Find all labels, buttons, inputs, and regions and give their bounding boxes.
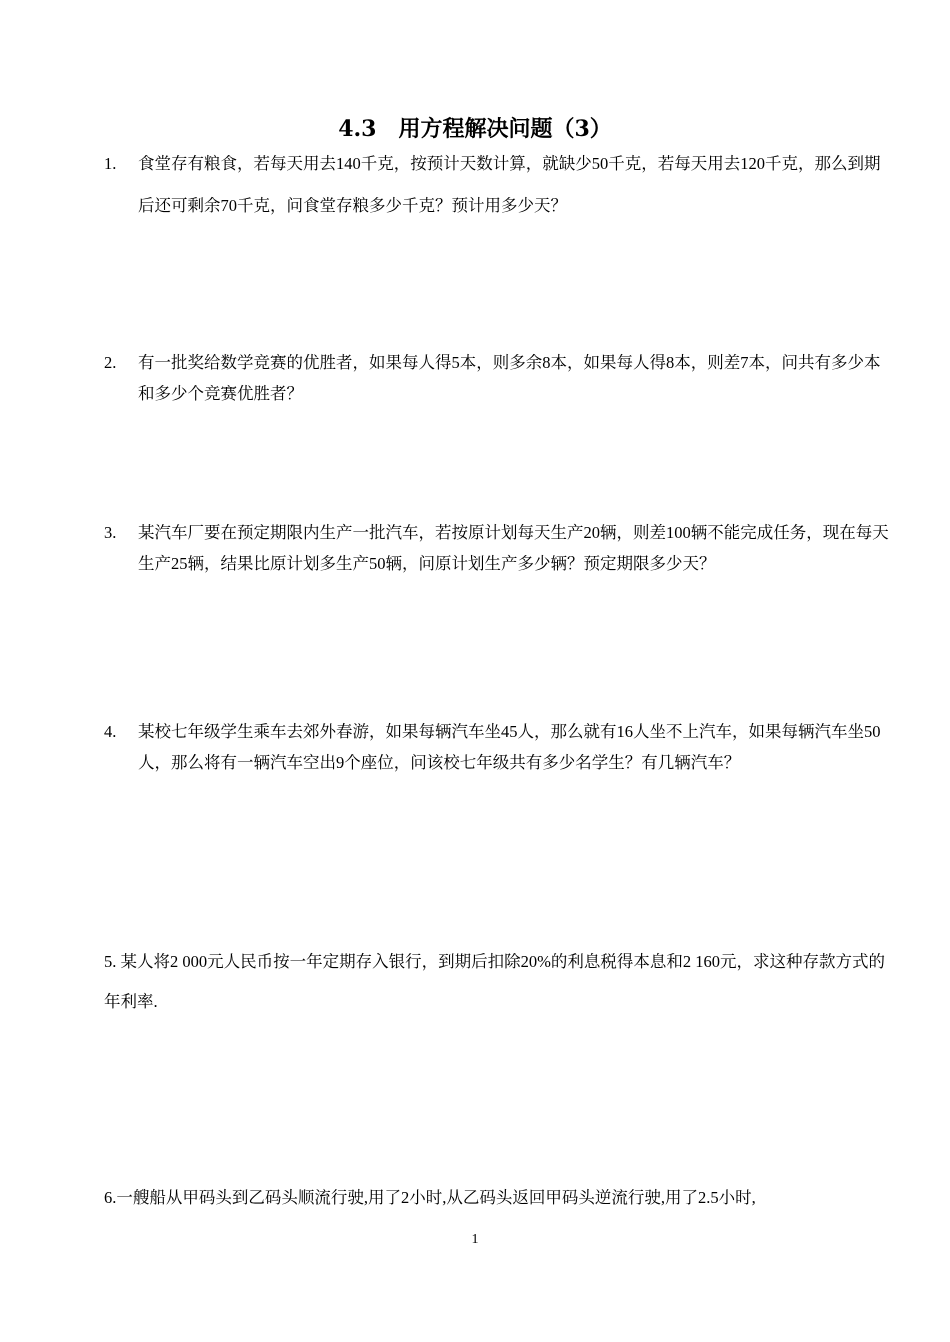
problem-text: 某汽车厂要在预定期限内生产一批汽车，若按原计划每天生产20辆，则差100辆不能完成任务，现在每天生产25辆，结果比原计划多生产50辆，问原计划生产多少辆？预定期限多少天？ <box>138 523 889 573</box>
problem-text: 某校七年级学生乘车去郊外春游，如果每辆汽车坐45人，那么就有16人坐不上汽车，如果每辆汽车坐50人，那么将有一辆汽车空出9个座位，问该校七年级共有多少名学生？有几辆汽车？ <box>138 722 881 772</box>
problem-number: 4. <box>104 722 117 741</box>
problem-2 <box>104 347 894 409</box>
problem-4 <box>104 716 894 778</box>
problem-text: 食堂存有粮食，若每天用去140千克，按预计天数计算，就缺少50千克，若每天用去120千克，那么到期后还可剩余70千克，问食堂存粮多少千克？预计用多少天？ <box>138 154 881 215</box>
problem-1 <box>104 143 894 227</box>
problem-number: 2. <box>104 353 117 372</box>
problem-number: 3. <box>104 523 117 542</box>
problem-6: 6.一艘船从甲码头到乙码头顺流行驶,用了2小时,从乙码头返回甲码头逆流行驶,用了2.5小时, <box>104 1188 756 1207</box>
problem-number: 1. <box>104 154 117 173</box>
problem-text: 有一批奖给数学竞赛的优胜者，如果每人得5本，则多余8本，如果每人得8本，则差7本，问共有多少本和多少个竞赛优胜者？ <box>138 353 881 403</box>
page-title: 4.3 用方程解决问题（3） <box>338 116 612 142</box>
problem-5: 5. 某人将2 000元人民币按一年定期存入银行，到期后扣除20%的利息税得本息和2 160元，求这种存款方式的年利率. <box>104 952 885 1011</box>
page-number: 1 <box>471 1232 479 1247</box>
problem-3 <box>104 517 894 579</box>
